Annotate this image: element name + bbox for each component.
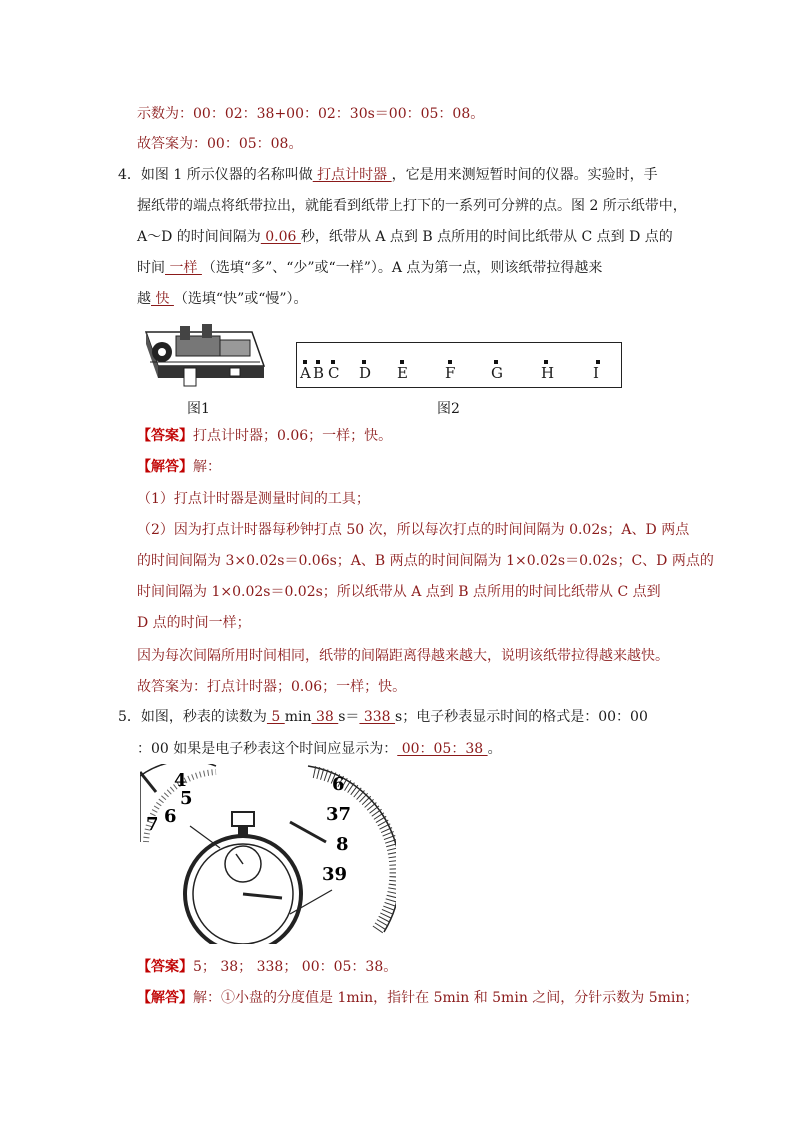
q4-solution-2: （2）因为打点计时器每秒钟打点 50 次，所以每次打点的时间间隔为 0.02s；A、D 两点 bbox=[137, 522, 690, 538]
q4-line-4 bbox=[137, 258, 602, 278]
q4-blank-4: 快 bbox=[151, 291, 174, 307]
q5-text: 。 bbox=[487, 741, 502, 757]
q5-number: 5． bbox=[118, 709, 141, 725]
big-dial-label: 6 bbox=[332, 774, 345, 795]
q5-text: s＝ bbox=[338, 709, 360, 725]
q4-text: ，它是用来测短暂时间的仪器。实验时，手 bbox=[391, 167, 658, 183]
big-dial-label: 39 bbox=[322, 864, 348, 885]
q4-line-5 bbox=[137, 289, 308, 309]
q4-text: （选填“多”、“少”或“一样”）。A 点为第一点，则该纸带拉得越来 bbox=[201, 260, 603, 276]
q4-line-3 bbox=[137, 227, 673, 247]
q4-solution-3: 的时间间隔为 3×0.02s＝0.06s；A、B 两点的时间间隔为 1×0.02s＝0.02s；C、D 两点的 bbox=[137, 553, 714, 569]
tape-point-label: G bbox=[491, 364, 503, 382]
q5-line-1 bbox=[118, 707, 648, 727]
figure-2-caption: 图2 bbox=[437, 401, 460, 417]
q4-answer bbox=[137, 426, 392, 446]
q4-solution-head bbox=[137, 457, 221, 477]
big-dial-label: 37 bbox=[326, 804, 352, 825]
tape-point-label: C bbox=[328, 364, 340, 382]
q4-number: 4． bbox=[118, 167, 141, 183]
q4-solution-4: 时间间隔为 1×0.02s＝0.02s；所以纸带从 A 点到 B 点所用的时间比纸带从 C 点到 bbox=[137, 584, 661, 600]
answer-text: 5； 38； 338； 00：05：38。 bbox=[193, 959, 398, 975]
q5-blank-4: 00：05：38 bbox=[397, 741, 488, 757]
q4-blank-2: 0.06 bbox=[260, 229, 301, 245]
solution-text: 解： bbox=[193, 459, 221, 475]
q5-answer bbox=[137, 957, 397, 977]
tape-point-label: E bbox=[397, 364, 408, 382]
small-dial-label: 5 bbox=[180, 788, 193, 809]
small-dial-label: 6 bbox=[164, 806, 177, 827]
big-dial-pointer bbox=[290, 822, 326, 842]
ticker-timer-figure bbox=[140, 322, 266, 388]
q4-solution-6: 因为每次间隔所用时间相同，纸带的间隔距离得越来越大，说明该纸带拉得越来越快。 bbox=[137, 648, 669, 664]
big-dial-arc bbox=[308, 766, 396, 932]
prev-answer-summary: 故答案为：00：05：08。 bbox=[137, 136, 303, 152]
small-dial-label: 4 bbox=[174, 770, 187, 791]
q4-line-2: 握纸带的端点将纸带拉出，就能看到纸带上打下的一系列可分辨的点。图 2 所示纸带中， bbox=[137, 198, 687, 214]
tape-point-label: D bbox=[359, 364, 372, 382]
q5-text: s；电子秒表显示时间的格式是：00：00 bbox=[395, 709, 648, 725]
tape-point-label: H bbox=[541, 364, 555, 382]
solution-text: 解：①小盘的分度值是 1min，指针在 5min 和 5min 之间，分针示数为 5min； bbox=[193, 990, 699, 1006]
stopwatch-figure bbox=[140, 764, 396, 944]
q5-solution-head bbox=[137, 988, 698, 1008]
solution-tag: 【解答】 bbox=[137, 459, 193, 475]
tape-point-label: B bbox=[313, 364, 325, 382]
paper-tape-figure bbox=[296, 342, 622, 388]
answer-text: 打点计时器；0.06；一样；快。 bbox=[193, 428, 393, 444]
q4-text: 越 bbox=[137, 291, 151, 307]
tape-point-label: F bbox=[445, 364, 456, 382]
q4-solution-5: D 点的时间一样； bbox=[137, 615, 251, 631]
q4-solution-1: （1）打点计时器是测量时间的工具； bbox=[137, 491, 370, 507]
q5-blank-1: 5 bbox=[266, 709, 285, 725]
q5-blank-3: 338 bbox=[359, 709, 396, 725]
small-dial-label: 7 bbox=[146, 814, 159, 835]
tape-point-label: I bbox=[593, 364, 599, 382]
q4-blank-1: 打点计时器 bbox=[312, 167, 392, 183]
q4-text: （选填“快”或“慢”）。 bbox=[173, 291, 308, 307]
q5-line-2 bbox=[137, 739, 502, 759]
q5-blank-2: 38 bbox=[311, 709, 339, 725]
figure-1-caption: 图1 bbox=[187, 401, 210, 417]
stopwatch-crown bbox=[232, 812, 254, 826]
q5-text: ：00 如果是电子秒表这个时间应显示为： bbox=[137, 741, 398, 757]
big-dial-label: 8 bbox=[336, 834, 349, 855]
q4-text: A～D 的时间间隔为 bbox=[137, 229, 261, 245]
big-dial-ticks bbox=[314, 772, 396, 932]
q4-solution-7: 故答案为：打点计时器；0.06；一样；快。 bbox=[137, 679, 407, 695]
answer-tag: 【答案】 bbox=[137, 428, 193, 444]
q4-text: 秒，纸带从 A 点到 B 点所用的时间比纸带从 C 点到 D 点的 bbox=[300, 229, 673, 245]
small-dial-pointer bbox=[140, 772, 156, 792]
q4-text: 如图 1 所示仪器的名称叫做 bbox=[140, 167, 313, 183]
q4-blank-3: 一样 bbox=[165, 260, 202, 276]
solution-tag: 【解答】 bbox=[137, 990, 193, 1006]
answer-tag: 【答案】 bbox=[137, 959, 193, 975]
q4-text: 时间 bbox=[137, 260, 165, 276]
prev-answer-line: 示数为：00：02：38+00：02：30s＝00：05：08。 bbox=[137, 106, 485, 122]
q4-line-1 bbox=[118, 165, 658, 185]
q5-text: min bbox=[284, 709, 312, 725]
tape-point-label: A bbox=[300, 364, 311, 382]
q5-text: 如图，秒表的读数为 bbox=[140, 709, 267, 725]
